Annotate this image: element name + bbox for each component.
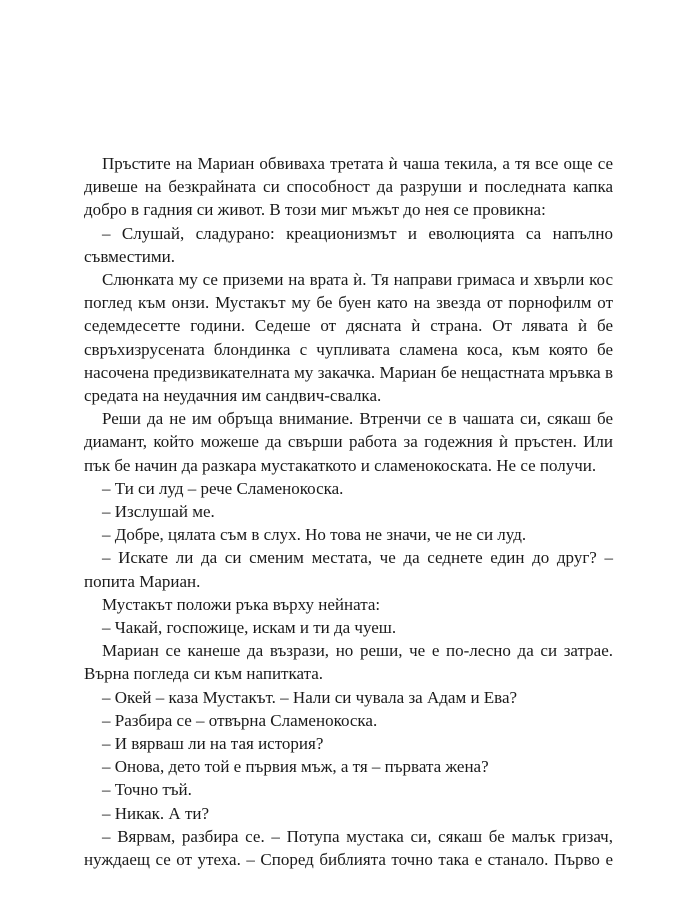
- paragraph: Пръстите на Мариан обвиваха третата ѝ чаша текила, а тя все още се дивеше на безкрайната си способност да разруши и последната капка добро в гадния си живот. В този миг мъжът до нея се провикна:: [84, 154, 613, 220]
- paragraph: Слюнката му се приземи на врата ѝ. Тя направи гримаса и хвърли кос поглед към онзи. Мустакът му бе буен като на звезда от порнофилм от седемдесетте години. Седеше от дясната ѝ страна. От лявата ѝ бе свръхизрусената блондинка с чупливата сламена коса, към която бе насочена предизвикателната му закачка. Мариан бе нещастната мръвка в средата на неудачния им сандвич-свалка.: [84, 270, 613, 406]
- body-text: [84, 152, 613, 871]
- paragraph: – Чакай, госпожице, искам и ти да чуеш.: [102, 618, 397, 638]
- paragraph: – Разбира се – отвърна Сламенокоска.: [102, 710, 378, 730]
- paragraph: – Ти си луд – рече Сламенокоска.: [102, 478, 344, 498]
- paragraph: – Точно тъй.: [102, 780, 192, 800]
- paragraph: – Изслушай ме.: [102, 502, 215, 522]
- paragraph: – Добре, цялата съм в слух. Но това не значи, че не си луд.: [102, 525, 527, 545]
- paragraph: Реши да не им обръща внимание. Втренчи се в чашата си, сякаш бе диамант, който можеше да свърши работа за годежния ѝ пръстен. Или пък бе начин да разкара мустакаткото и сламенокоската. Не се получи.: [84, 409, 613, 475]
- paragraph: – Онова, дето той е първия мъж, а тя – първата жена?: [102, 757, 489, 777]
- paragraph: – Вярвам, разбира се. – Потупа мустака си, сякаш бе малък гризач, нуждаещ се от утеха. – Според библията точно така е станало. Първо е: [84, 826, 613, 870]
- paragraph: – И вярваш ли на тая история?: [102, 734, 324, 754]
- paragraph: – Искате ли да си сменим местата, че да седнете един до друг? – попита Мариан.: [84, 548, 613, 591]
- paragraph: Мустакът положи ръка върху нейната:: [102, 594, 381, 614]
- paragraph: – Слушай, сладурано: креационизмът и еволюцията са напълно съвместими.: [84, 223, 613, 266]
- paragraph: – Окей – каза Мустакът. – Нали си чувала за Адам и Ева?: [102, 687, 518, 707]
- paragraph: – Никак. А ти?: [102, 803, 210, 823]
- paragraph: Мариан се канеше да възрази, но реши, че е по-лесно да си затрае. Върна погледа си към напитката.: [84, 641, 613, 684]
